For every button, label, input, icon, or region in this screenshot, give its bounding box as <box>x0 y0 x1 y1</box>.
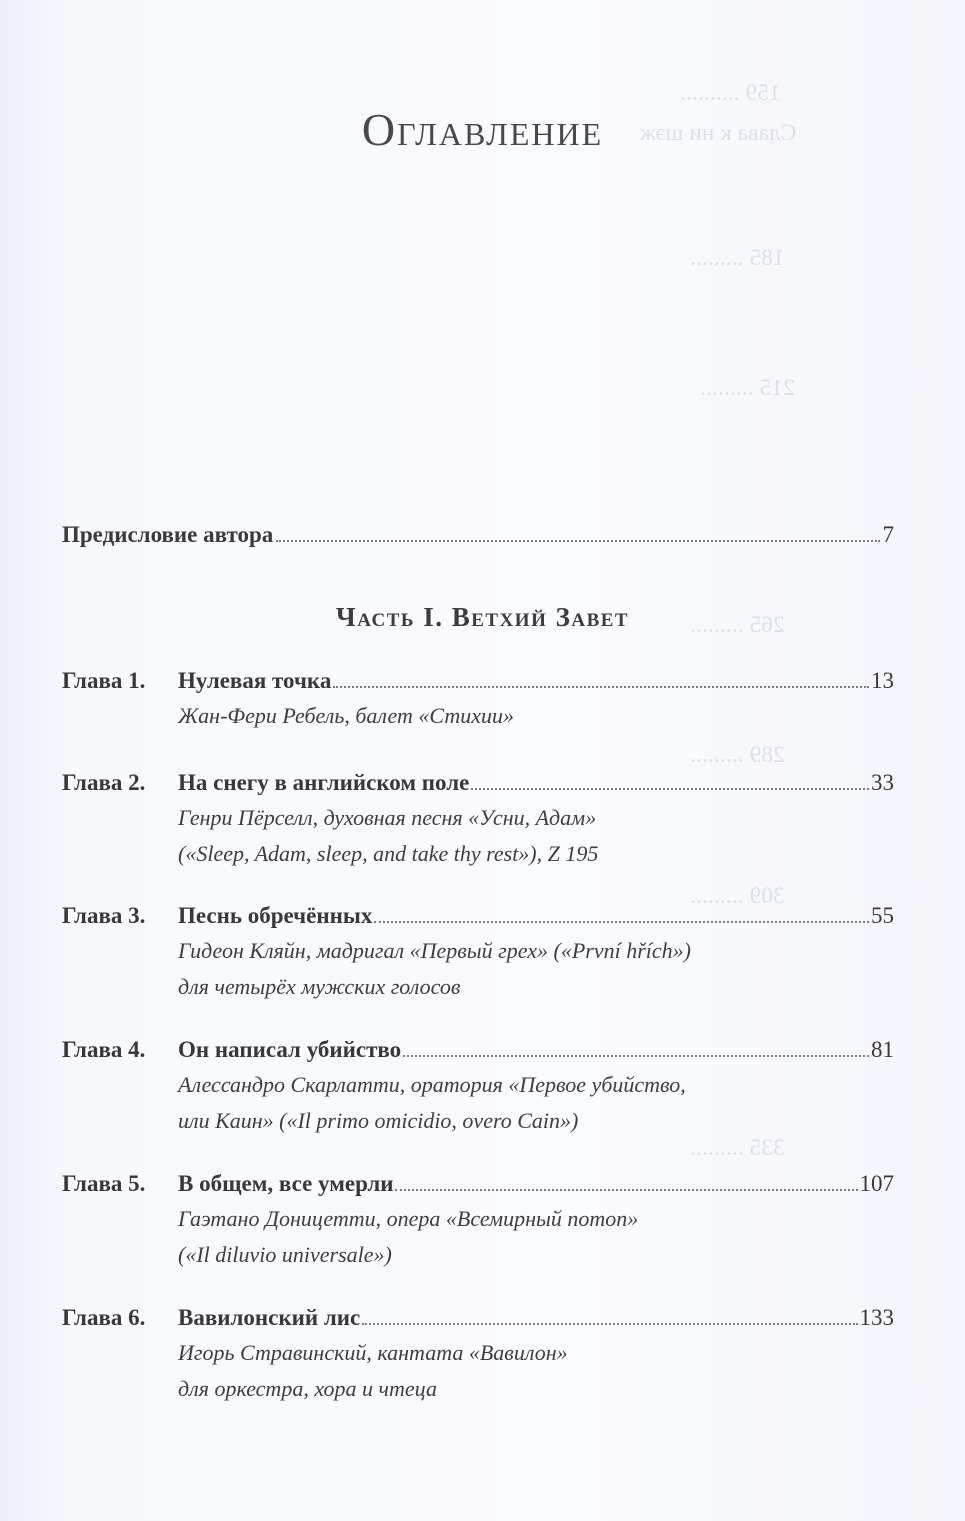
preface-label: Предисловие автора <box>62 522 274 547</box>
chapter-label: Глава 1. <box>62 668 146 693</box>
chapter-name: Нулевая точка <box>178 668 332 693</box>
bleed-through: Слава к ни шэж <box>640 120 797 145</box>
chapter-name: Он написал убийство <box>178 1037 402 1062</box>
page-number: 13 <box>871 668 894 693</box>
description-line: для оркестра, хора и чтеца <box>178 1376 437 1401</box>
chapter-name: Вавилонский лис <box>178 1305 361 1330</box>
description-line: Гидеон Кляйн, мадригал «Первый грех» («První hřích») <box>178 938 691 963</box>
description-line: Игорь Стравинский, кантата «Вавилон» <box>178 1340 568 1365</box>
chapter-label: Глава 5. <box>62 1171 146 1196</box>
bleed-through: 215 ......... <box>700 375 795 400</box>
chapter-name: На снегу в английском поле <box>178 770 470 795</box>
chapter-label: Глава 4. <box>62 1037 146 1062</box>
dot-leader <box>395 1189 857 1191</box>
page-number: 55 <box>871 903 894 928</box>
chapter-label: Глава 3. <box>62 903 146 928</box>
toc-entry-chapter-6[interactable] <box>62 1305 894 1407</box>
bleed-through: 185 ......... <box>690 245 785 270</box>
chapter-description <box>178 1201 894 1273</box>
bleed-through: 335 ......... <box>690 1135 785 1160</box>
bleed-through: 289 ......... <box>690 742 785 767</box>
part-heading: Часть I. Ветхий Завет <box>335 602 630 632</box>
page-number: 107 <box>859 1171 894 1196</box>
page-number: 33 <box>871 770 894 795</box>
page-number: 81 <box>871 1037 894 1062</box>
toc-entry-chapter-4[interactable] <box>62 1037 894 1139</box>
page-title: Оглавление <box>361 103 604 155</box>
chapter-name: В общем, все умерли <box>178 1171 394 1196</box>
chapter-label: Глава 6. <box>62 1305 146 1330</box>
toc-entry-chapter-1[interactable] <box>62 668 894 734</box>
chapter-description <box>178 1067 894 1139</box>
chapter-description <box>178 800 894 872</box>
page-number: 133 <box>859 1305 894 1330</box>
chapter-description: Жан-Фери Ребель, балет «Стихии» <box>178 703 515 728</box>
chapter-label: Глава 2. <box>62 770 146 795</box>
description-line: для четырёх мужских голосов <box>178 974 461 999</box>
dot-leader <box>276 540 879 542</box>
description-line: Алессандро Скарлатти, оратория «Первое убийство, <box>178 1072 686 1097</box>
dot-leader <box>362 1323 857 1325</box>
toc-entry-chapter-5[interactable] <box>62 1171 894 1273</box>
bleed-through: 159 .......... <box>680 80 781 105</box>
dot-leader <box>471 788 869 790</box>
chapter-description <box>178 1335 894 1407</box>
description-line: или Каин» («Il primo omicidio, overo Cain») <box>178 1108 579 1133</box>
chapter-description <box>178 933 894 1005</box>
toc-entry-chapter-2[interactable] <box>62 770 894 872</box>
page-number: 7 <box>882 522 894 547</box>
dot-leader <box>403 1055 869 1057</box>
bleed-through: 265 ......... <box>690 612 785 637</box>
toc-entry-chapter-3[interactable] <box>62 903 894 1005</box>
dot-leader <box>374 921 869 923</box>
toc-entry-preface[interactable] <box>62 522 894 548</box>
description-line: Гаэтано Доницетти, опера «Всемирный потоп» <box>178 1206 639 1231</box>
chapter-name: Песнь обречённых <box>178 903 373 928</box>
description-line: («Sleep, Adam, sleep, and take thy rest»), Z 195 <box>178 841 599 866</box>
description-line: («Il diluvio universale») <box>178 1242 392 1267</box>
description-line: Генри Пёрселл, духовная песня «Усни, Адам» <box>178 805 597 830</box>
bleed-through: 309 ......... <box>690 883 785 908</box>
dot-leader <box>333 686 869 688</box>
